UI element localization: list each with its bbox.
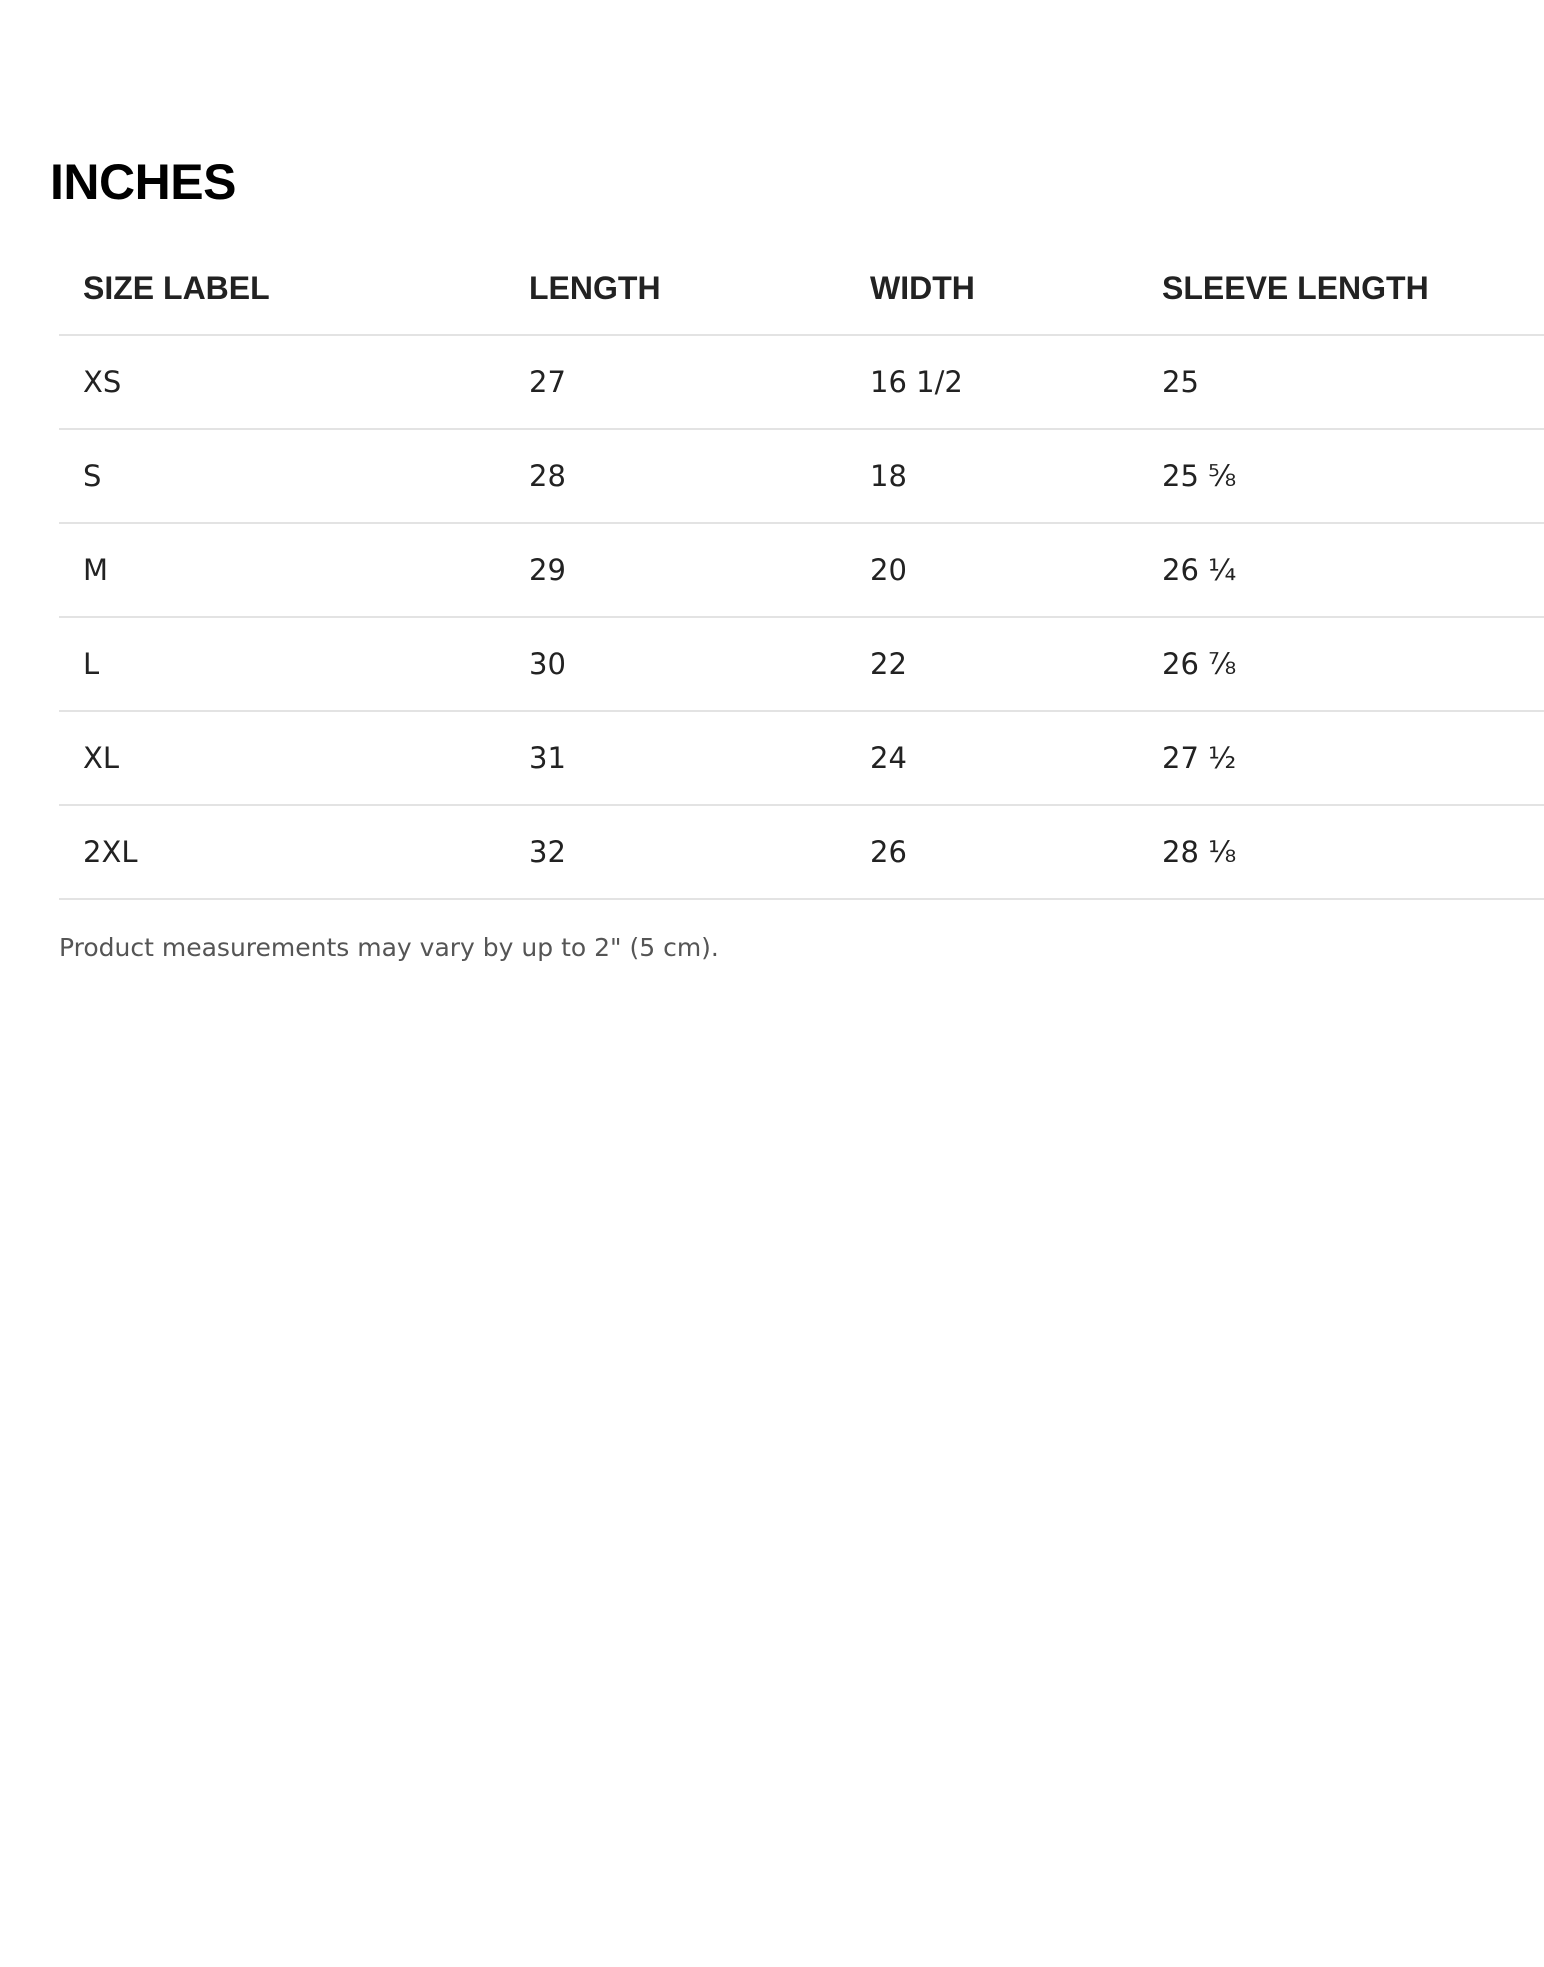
cell-size: S: [59, 429, 505, 523]
measurement-note: Product measurements may vary by up to 2" (5 cm).: [59, 933, 719, 962]
page-title: INCHES: [50, 154, 236, 210]
cell-size: XS: [59, 335, 505, 429]
cell-sleeve-length: 28 ⅛: [1138, 805, 1544, 899]
cell-sleeve-length: 26 ⅞: [1138, 617, 1544, 711]
table-row: [59, 523, 1544, 617]
cell-sleeve-length: 25: [1138, 335, 1544, 429]
cell-width: 16 1/2: [846, 335, 1138, 429]
cell-length: 32: [505, 805, 846, 899]
size-table: [59, 242, 1544, 900]
cell-width: 20: [846, 523, 1138, 617]
cell-sleeve-length: 25 ⅝: [1138, 429, 1544, 523]
cell-length: 29: [505, 523, 846, 617]
table-row: [59, 805, 1544, 899]
table-row: [59, 335, 1544, 429]
cell-size: XL: [59, 711, 505, 805]
cell-length: 30: [505, 617, 846, 711]
table-header-row: [59, 242, 1544, 335]
header-length: LENGTH: [505, 242, 846, 335]
cell-length: 31: [505, 711, 846, 805]
header-size-label: SIZE LABEL: [59, 242, 505, 335]
cell-size: M: [59, 523, 505, 617]
cell-sleeve-length: 27 ½: [1138, 711, 1544, 805]
cell-width: 24: [846, 711, 1138, 805]
cell-width: 22: [846, 617, 1138, 711]
cell-width: 26: [846, 805, 1138, 899]
header-width: WIDTH: [846, 242, 1138, 335]
header-sleeve-length: SLEEVE LENGTH: [1138, 242, 1544, 335]
cell-size: 2XL: [59, 805, 505, 899]
cell-size: L: [59, 617, 505, 711]
table-row: [59, 429, 1544, 523]
cell-length: 28: [505, 429, 846, 523]
table-row: [59, 617, 1544, 711]
cell-sleeve-length: 26 ¼: [1138, 523, 1544, 617]
cell-width: 18: [846, 429, 1138, 523]
table-row: [59, 711, 1544, 805]
cell-length: 27: [505, 335, 846, 429]
